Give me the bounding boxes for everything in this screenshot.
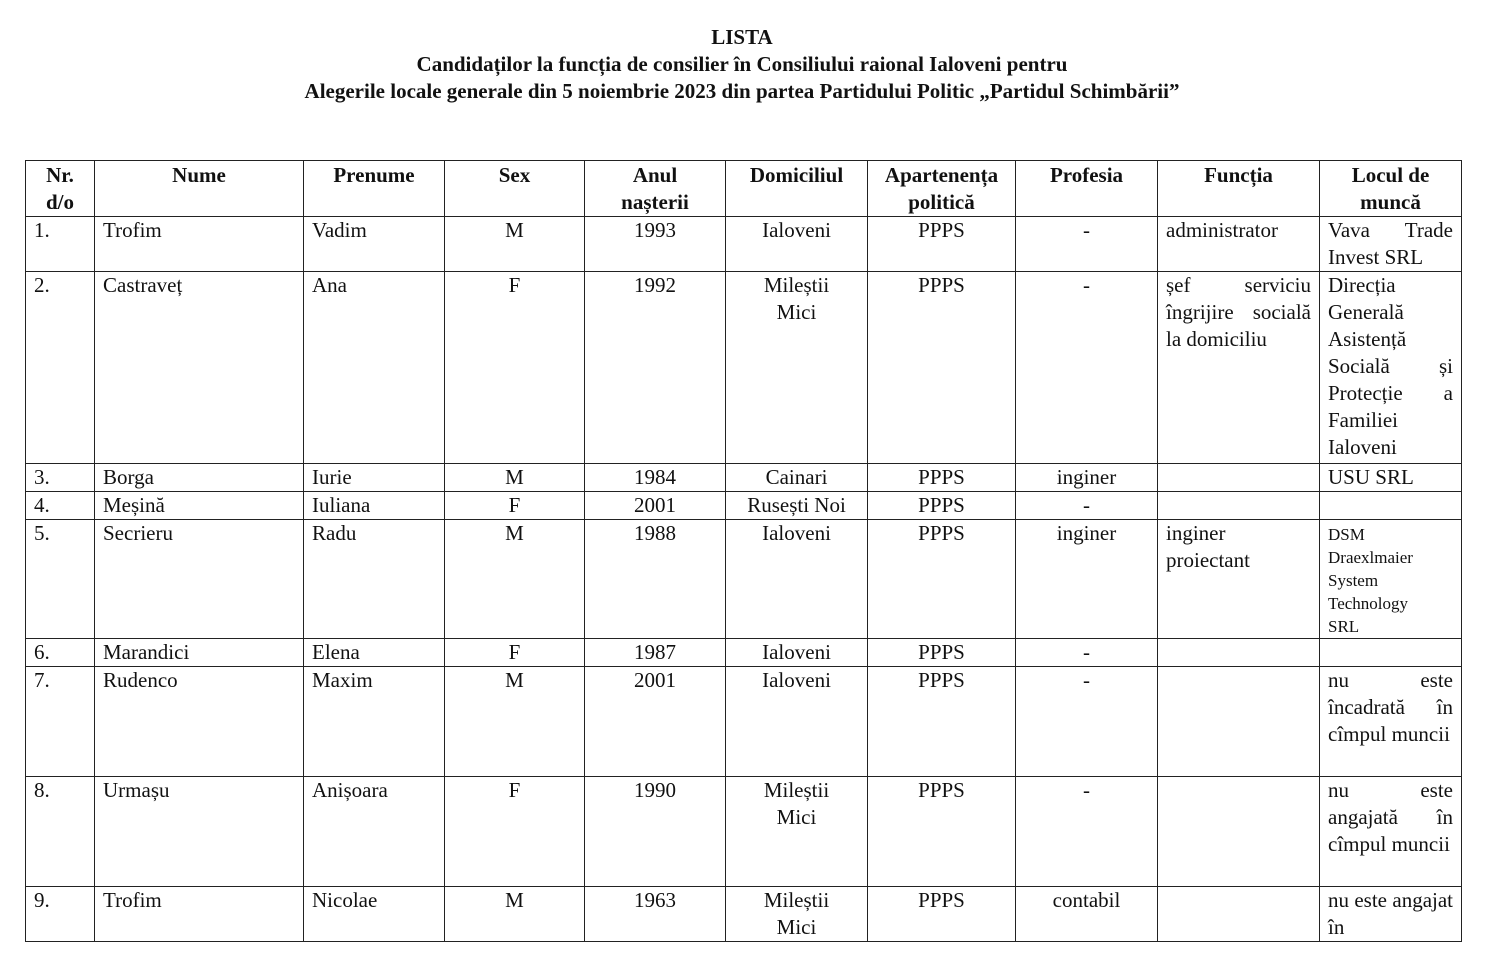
locul-line: System [1328,571,1379,590]
cell-apartenenta: PPPS [868,777,1016,887]
cell-locul [1320,639,1462,667]
cell-locul: nu este angajată în cîmpul muncii [1320,777,1462,887]
cell-apartenenta: PPPS [868,667,1016,777]
cell-nume: Urmașu [95,777,304,887]
domiciliul-line: Ialoveni [762,668,831,692]
cell-profesia: inginer [1016,464,1158,492]
cell-profesia: inginer [1016,520,1158,639]
cell-domiciliul [726,639,868,667]
cell-sex: F [445,272,585,464]
cell-nume: Marandici [95,639,304,667]
cell-locul: USU SRL [1320,464,1462,492]
cell-nr: 8. [26,777,95,887]
cell-functia: administrator [1158,217,1320,272]
cell-sex: M [445,217,585,272]
cell-profesia: - [1016,777,1158,887]
header-nr [26,161,95,217]
header-locul-line2: muncă [1360,190,1421,214]
cell-apartenenta: PPPS [868,520,1016,639]
cell-locul: Vava Trade Invest SRL [1320,217,1462,272]
cell-sex: M [445,520,585,639]
cell-anul: 1988 [585,520,726,639]
table-header-row [26,161,1462,217]
locul-line: SRL [1328,617,1360,636]
cell-domiciliul [726,887,868,942]
cell-nume: Borga [95,464,304,492]
cell-prenume: Iuliana [304,492,445,520]
cell-nr: 6. [26,639,95,667]
header-nr-line2: d/o [45,190,74,214]
table-row [26,520,1462,639]
table-row [26,464,1462,492]
cell-prenume: Iurie [304,464,445,492]
domiciliul-line: Mileștii [763,778,830,802]
cell-anul: 1963 [585,887,726,942]
cell-nr: 3. [26,464,95,492]
cell-sex: F [445,639,585,667]
cell-domiciliul [726,272,868,464]
cell-domiciliul [726,217,868,272]
title-line-2: Candidaților la funcția de consilier în Consiliului raional Ialoveni pentru [416,52,1068,76]
domiciliul-line: Mici [776,805,817,829]
cell-functia [1158,887,1320,942]
cell-prenume: Radu [304,520,445,639]
domiciliul-line: Mileștii [763,888,830,912]
cell-sex: M [445,464,585,492]
header-nume: Nume [95,161,304,217]
domiciliul-line: Mileștii [763,273,830,297]
candidates-table [25,160,1462,942]
cell-nr: 2. [26,272,95,464]
table-row [26,272,1462,464]
cell-nr: 1. [26,217,95,272]
header-prenume: Prenume [304,161,445,217]
cell-functia [1158,639,1320,667]
cell-functia [1158,667,1320,777]
cell-profesia: - [1016,639,1158,667]
domiciliul-line: Rusești Noi [747,493,846,517]
cell-prenume: Ana [304,272,445,464]
cell-apartenenta: PPPS [868,887,1016,942]
header-sex: Sex [445,161,585,217]
header-locul [1320,161,1462,217]
cell-functia [1158,492,1320,520]
cell-functia [1158,777,1320,887]
cell-apartenenta: PPPS [868,272,1016,464]
locul-line: DSM [1328,525,1365,544]
header-nr-line1: Nr. [46,163,74,187]
document-title [0,24,1484,105]
cell-apartenenta: PPPS [868,464,1016,492]
cell-nume: Trofim [95,887,304,942]
cell-domiciliul [726,520,868,639]
table-row [26,887,1462,942]
cell-sex: F [445,777,585,887]
cell-functia: șef serviciu îngrijire socială la domiciliu [1158,272,1320,464]
cell-prenume: Maxim [304,667,445,777]
table-row [26,217,1462,272]
cell-prenume: Vadim [304,217,445,272]
cell-anul: 1984 [585,464,726,492]
locul-line: Draexlmaier [1328,548,1413,567]
cell-profesia: contabil [1016,887,1158,942]
cell-sex: M [445,887,585,942]
locul-small-text [1328,520,1453,638]
cell-anul: 1990 [585,777,726,887]
cell-domiciliul [726,777,868,887]
cell-anul: 1993 [585,217,726,272]
header-profesia: Profesia [1016,161,1158,217]
header-anul-line1: Anul [632,163,678,187]
cell-prenume: Nicolae [304,887,445,942]
cell-nume: Secrieru [95,520,304,639]
domiciliul-line: Mici [776,915,817,939]
cell-prenume: Anișoara [304,777,445,887]
table-row [26,639,1462,667]
cell-locul [1320,492,1462,520]
header-anul [585,161,726,217]
title-line-1: LISTA [711,25,773,49]
cell-apartenenta: PPPS [868,639,1016,667]
cell-domiciliul [726,492,868,520]
cell-locul [1320,520,1462,639]
header-apart-line1: Apartenența [884,163,999,187]
cell-profesia: - [1016,272,1158,464]
cell-prenume: Elena [304,639,445,667]
cell-locul: nu este angajat în [1320,887,1462,942]
cell-nume: Castraveț [95,272,304,464]
table-row [26,667,1462,777]
table-row [26,492,1462,520]
cell-functia: inginer proiectant [1158,520,1320,639]
cell-nume: Rudenco [95,667,304,777]
header-domiciliul: Domiciliul [726,161,868,217]
cell-nume: Meșină [95,492,304,520]
cell-apartenenta: PPPS [868,492,1016,520]
cell-functia [1158,464,1320,492]
domiciliul-line: Ialoveni [762,521,831,545]
domiciliul-line: Ialoveni [762,218,831,242]
header-apart-line2: politică [908,190,975,214]
cell-locul: nu este încadrată în cîmpul muncii [1320,667,1462,777]
domiciliul-line: Cainari [765,465,828,489]
domiciliul-line: Ialoveni [762,640,831,664]
cell-locul: Direcția Generală Asistență Socială și Protecție a Familiei Ialoveni [1320,272,1462,464]
cell-domiciliul [726,667,868,777]
cell-anul: 1987 [585,639,726,667]
cell-nume: Trofim [95,217,304,272]
header-locul-line1: Locul de [1351,163,1430,187]
cell-profesia: - [1016,667,1158,777]
table-row [26,777,1462,887]
cell-anul: 2001 [585,492,726,520]
cell-anul: 1992 [585,272,726,464]
cell-profesia: - [1016,217,1158,272]
cell-sex: F [445,492,585,520]
cell-profesia: - [1016,492,1158,520]
header-functia: Funcția [1158,161,1320,217]
cell-nr: 7. [26,667,95,777]
locul-line: Technology [1328,594,1409,613]
cell-nr: 4. [26,492,95,520]
cell-apartenenta: PPPS [868,217,1016,272]
cell-anul: 2001 [585,667,726,777]
title-line-3: Alegerile locale generale din 5 noiembrie 2023 din partea Partidului Politic „Partidul Schimbării” [304,79,1180,103]
cell-domiciliul [726,464,868,492]
cell-nr: 9. [26,887,95,942]
domiciliul-line: Mici [776,300,817,324]
header-apartenenta [868,161,1016,217]
cell-sex: M [445,667,585,777]
header-anul-line2: nașterii [621,190,689,214]
cell-nr: 5. [26,520,95,639]
